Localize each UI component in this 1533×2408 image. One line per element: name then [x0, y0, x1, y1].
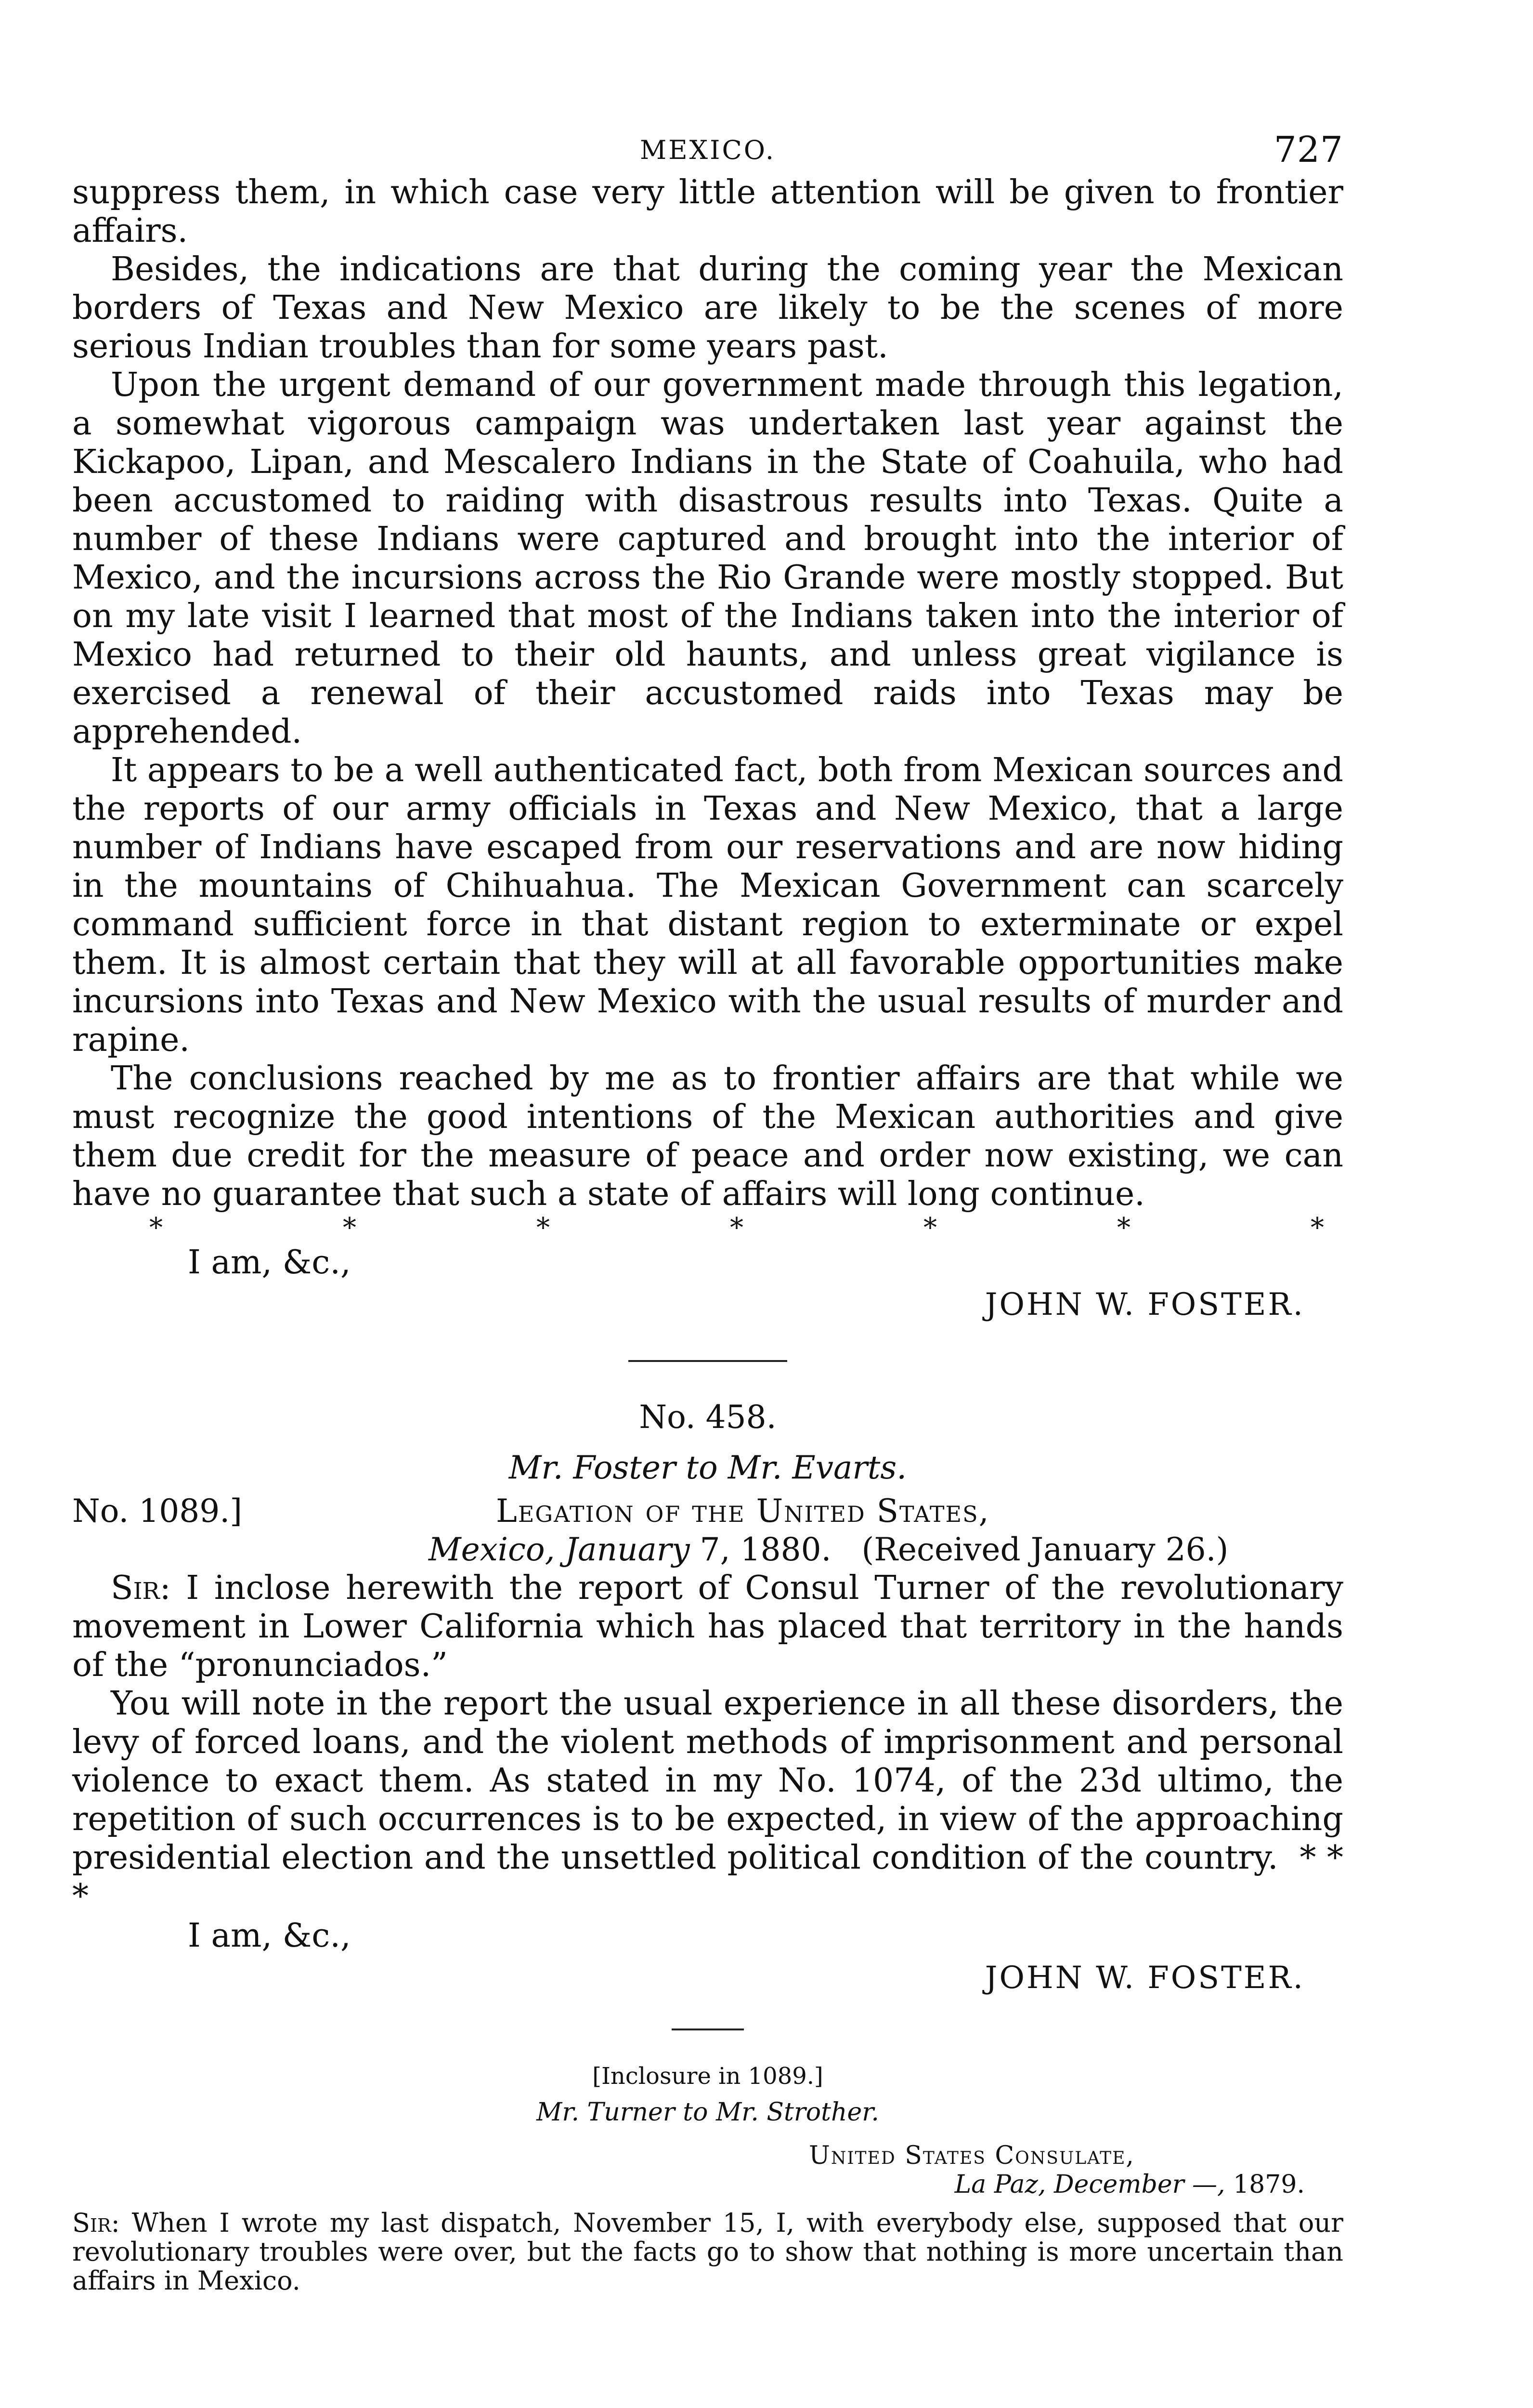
star: * — [1311, 1212, 1324, 1243]
letter-2-body — [72, 1569, 1343, 1916]
paragraph: suppress them, in which case very little attention will be given to frontier affairs. — [72, 173, 1343, 250]
document-page — [72, 120, 1343, 2295]
document-number: No. 458. — [639, 1399, 777, 1436]
star: * — [343, 1212, 356, 1243]
place-date — [429, 1531, 1228, 1569]
dateline — [72, 1492, 1343, 1569]
consulate-name: United States Consulate, — [809, 2141, 1135, 2170]
paragraph — [72, 2209, 1343, 2295]
date-rest: 7, 1880. — [700, 1531, 831, 1568]
running-head: MEXICO. — [639, 135, 776, 165]
section-divider — [628, 1360, 787, 1362]
star: * — [536, 1212, 550, 1243]
date-month: December —, — [1053, 2170, 1225, 2199]
inclosure-body — [72, 2209, 1343, 2295]
page-header — [72, 120, 1343, 173]
place: Mexico, — [429, 1531, 555, 1568]
paragraph: It appears to be a well authenticated fact, both from Mexican sources and the reports of our army officials in Texas and New Mexico, that a large number of Indians have escaped from our reservations and are now hiding in the mountains of Chihuahua. The Mexican Government can scarcely command sufficient force in that distant region to exterminate or expel them. It is almost certain that they will at all favorable opportunities make incursions into Texas and New Mexico with the usual results of murder and rapine. — [72, 751, 1343, 1059]
year: 1879. — [1233, 2170, 1305, 2199]
trailing-stars: * * * — [72, 1839, 1344, 1915]
paragraph: Upon the urgent demand of our government made through this legation, a somewhat vigorous campaign was undertaken last year against the Kickapoo, Lipan, and Mescalero Indians in the State of Coahuila, who had been accustomed to raiding with disastrous results into Texas. Quite a number of these Indians were captured and brought into the interior of Mexico, and the incursions across the Rio Grande were mostly stopped. But on my late visit I learned that most of the Indians taken into the interior of Mexico had returned to their old haunts, and unless great vigilance is exercised a renewal of their accustomed raids into Texas may be apprehended. — [72, 366, 1343, 751]
paragraph: The conclusions reached by me as to frontier affairs are that while we must recognize the good intentions of the Mexican authorities and give them due credit for the measure of peace and order now existing, we can have no guarantee that such a state of affairs will long continue. — [72, 1060, 1343, 1213]
salutation: Sir — [111, 1569, 160, 1607]
salutation: Sir — [72, 2208, 111, 2238]
paragraph-text: : I inclose herewith the report of Consul Turner of the revolutionary movement in Lower California which has placed that territory in the hands of the “pronunciados.” — [72, 1569, 1343, 1684]
consulate-heading — [72, 2141, 1343, 2204]
inclosure-title: Mr. Turner to Mr. Strother. — [536, 2098, 879, 2127]
legation-heading: Legation of the United States, — [496, 1492, 990, 1530]
paragraph: Besides, the indications are that during the coming year the Mexican borders of Texas and New Mexico are likely to be the scenes of more serious Indian troubles than for some years past. — [72, 250, 1343, 366]
page-number: 727 — [1273, 129, 1343, 170]
paragraph — [72, 1685, 1343, 1916]
closing: I am, &c., — [188, 1917, 351, 1955]
received-note: (Received January 26.) — [861, 1531, 1229, 1568]
star: * — [1117, 1212, 1130, 1243]
signature: JOHN W. FOSTER. — [985, 1960, 1305, 1996]
document-title: Mr. Foster to Mr. Evarts. — [508, 1449, 907, 1486]
star: * — [923, 1212, 937, 1243]
place: La Paz, — [954, 2170, 1046, 2199]
star: * — [149, 1212, 163, 1243]
closing: I am, &c., — [188, 1243, 351, 1282]
consulate-date — [955, 2170, 1305, 2199]
paragraph-text: : When I wrote my last dispatch, November 15, I, with everybody else, supposed that our revolutionary troubles were over, but the facts go to show that nothing is more uncertain than affairs in Mexico. — [72, 2208, 1343, 2296]
paragraph — [72, 1569, 1343, 1685]
dispatch-number: No. 1089.] — [72, 1492, 242, 1530]
star: * — [730, 1212, 743, 1243]
letter-1-body — [72, 173, 1343, 1214]
date-month: January — [565, 1531, 690, 1568]
ellipsis-stars — [72, 1214, 1343, 1243]
paragraph-text: You will note in the report the usual experience in all these disorders, the levy of forced loans, and the violent methods of imprisonment and personal violence to exact them. As stated in my No. 1074, of the 23d ultimo, the repetition of such occurrences is to be expected, in view of the approaching presidential election and the unsettled political condition of the country. — [72, 1685, 1343, 1877]
inclosure-label: [Inclosure in 1089.] — [592, 2063, 823, 2090]
signature: JOHN W. FOSTER. — [985, 1287, 1305, 1322]
section-divider — [672, 2028, 744, 2030]
